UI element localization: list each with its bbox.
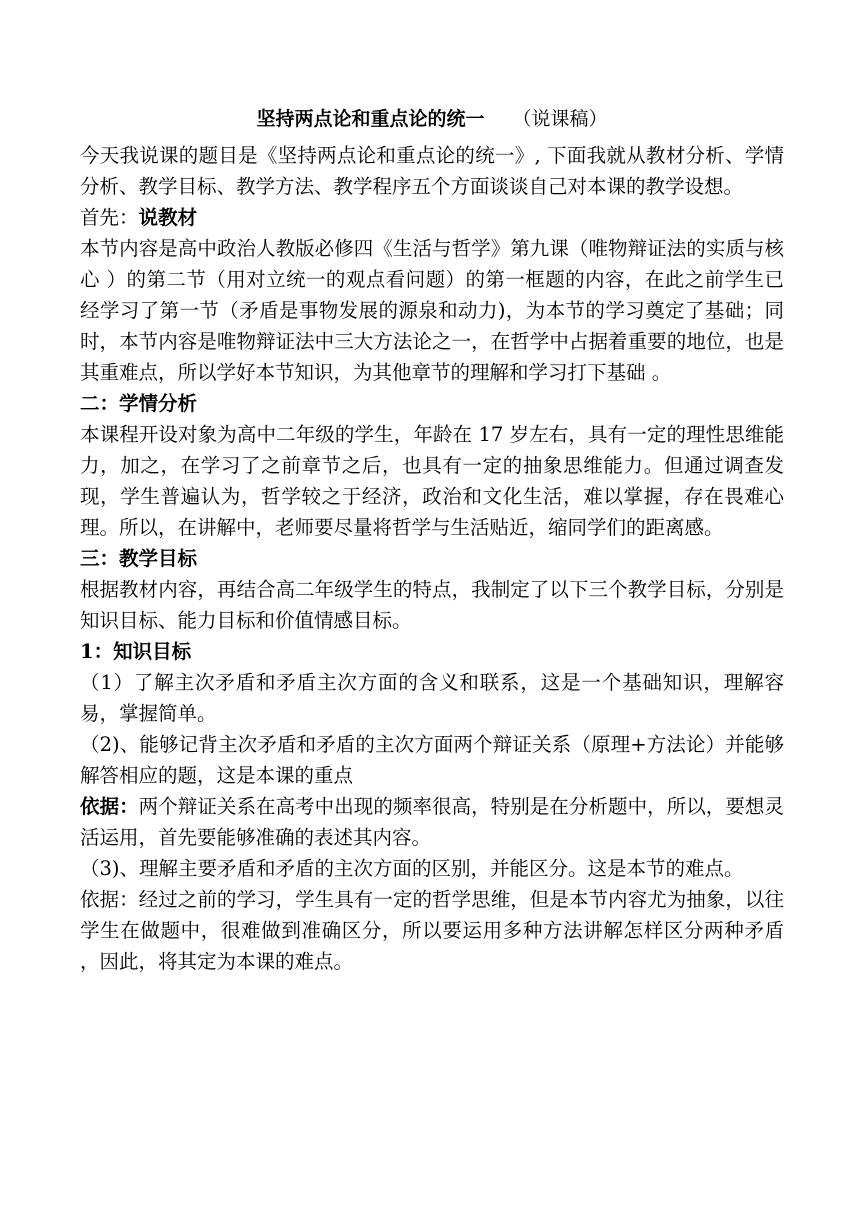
document-title xyxy=(80,104,784,140)
document-page xyxy=(80,104,784,977)
section-1-heading: 首先：说教材 xyxy=(80,206,198,229)
basis-paragraph-2: 依据：经过之前的学习，学生具有一定的哲学思维，但是本节内容尤为抽象，以往学生在做题中，很难做到准确区分，所以要运用多种方法讲解怎样区分两种矛盾 ，因此，将其定为本课的难点。 xyxy=(80,888,784,973)
goal-item-3: （3)、理解主要矛盾和矛盾的主次方面的区别，并能区分。这是本节的难点。 xyxy=(80,857,744,880)
title-note: （说课稿） xyxy=(512,108,608,130)
basis-paragraph-1: 依据：两个辩证关系在高考中出现的频率很高，特别是在分析题中，所以，要想灵活运用，首先要能够准确的表述其内容。 xyxy=(80,795,784,849)
section-2-body: 本课程开设对象为高中二年级的学生，年龄在 17 岁左右，具有一定的理性思维能力，加之，在学习了之前章节之后，也具有一定的抽象思维能力。但通过调查发现，学生普遍认为，哲学较之于经济，政治和文化生活，难以掌握，存在畏难心理。所以，在讲解中，老师要尽量将哲学与生活贴近，缩同学们的距离感。 xyxy=(80,423,784,539)
intro-paragraph: 今天我说课的题目是《坚持两点论和重点论的统一》, 下面我就从教材分析、学情分析、教学目标、教学方法、教学程序五个方面谈谈自己对本课的教学设想。 xyxy=(80,144,784,198)
title-main: 坚持两点论和重点论的统一 xyxy=(256,108,485,130)
knowledge-goal-heading: 1：知识目标 xyxy=(80,640,192,663)
goal-item-1: （1）了解主次矛盾和矛盾主次方面的含义和联系，这是一个基础知识，理解容易，掌握简单。 xyxy=(80,671,784,725)
section-3-heading: 三：教学目标 xyxy=(80,547,198,570)
section-3-body: 根据教材内容，再结合高二年级学生的特点，我制定了以下三个教学目标，分别是知识目标、能力目标和价值情感目标。 xyxy=(80,578,784,632)
section-2-heading: 二：学情分析 xyxy=(80,392,198,415)
section-1-body: 本节内容是高中政治人教版必修四《生活与哲学》第九课（唯物辩证法的实质与核心 ）的第二节（用对立统一的观点看问题）的第一框题的内容，在此之前学生已经学习了第一节（矛盾是事物发展的源泉和动力)，为本节的学习奠定了基础；同时，本节内容是唯物辩证法中三大方法论之一，在哲学中占据着重要的地位，也是其重难点，所以学好本节知识，为其他章节的理解和学习打下基础 。 xyxy=(80,237,784,384)
goal-item-2: （2)、能够记背主次矛盾和矛盾的主次方面两个辩证关系（原理+方法论）并能够解答相应的题，这是本课的重点 xyxy=(80,733,784,787)
